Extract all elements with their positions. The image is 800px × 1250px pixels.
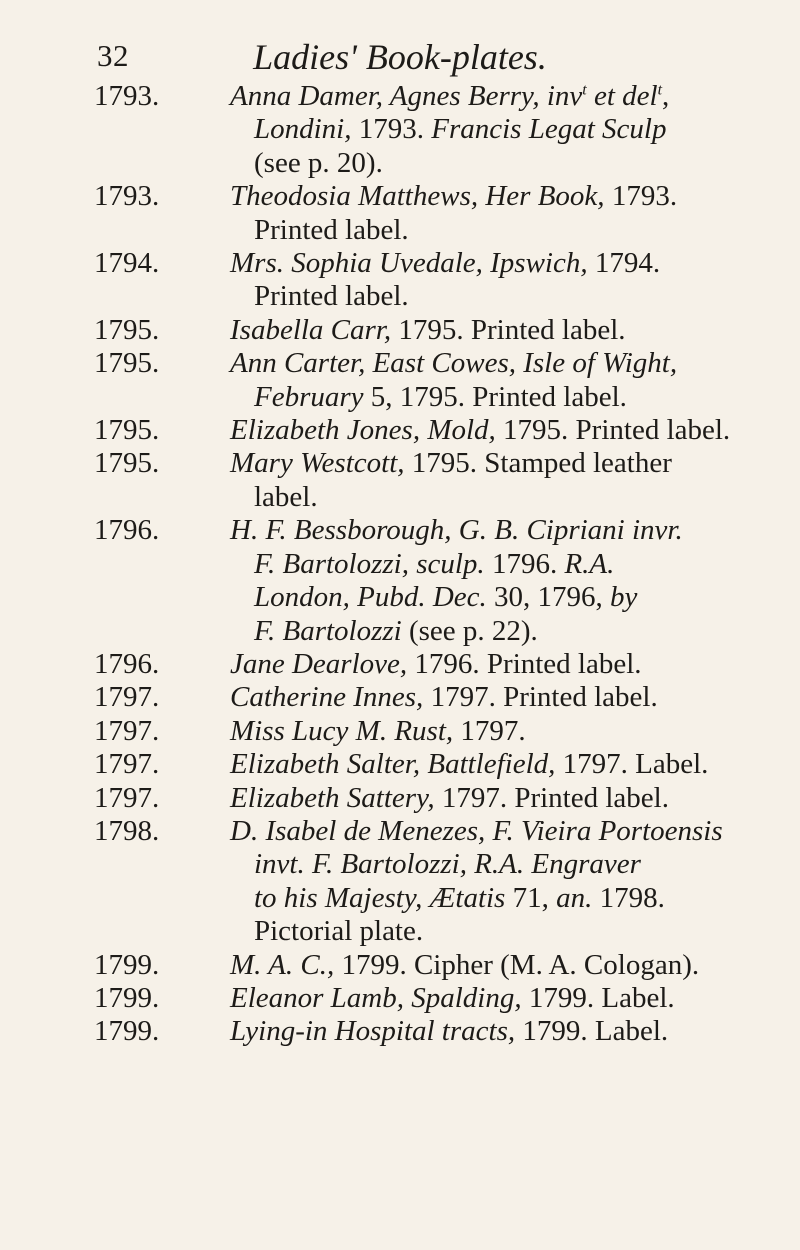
entry-line bbox=[230, 514, 770, 547]
entry-text bbox=[230, 414, 770, 447]
roman-text: 71, bbox=[505, 881, 557, 914]
roman-text: 1797. Label. bbox=[555, 748, 709, 781]
bookplate-entry bbox=[0, 347, 800, 414]
running-title: Ladies' Book-plates. bbox=[253, 37, 547, 77]
bookplate-entry bbox=[0, 80, 800, 180]
roman-text: 1793. bbox=[604, 180, 678, 213]
entry-line bbox=[230, 748, 770, 781]
entry-year: 1799. bbox=[94, 948, 160, 981]
entry-line bbox=[230, 347, 770, 380]
entry-year: 1797. bbox=[94, 681, 160, 714]
entry-line bbox=[230, 147, 770, 180]
bookplate-entry bbox=[0, 247, 800, 314]
roman-text: 1798. bbox=[592, 881, 665, 914]
entry-year: 1799. bbox=[94, 981, 160, 1014]
entry-text bbox=[230, 347, 770, 414]
italic-text: Elizabeth Jones, Mold, bbox=[230, 414, 496, 447]
entry-year: 1796. bbox=[94, 514, 160, 547]
entry-text bbox=[230, 815, 770, 949]
entry-line bbox=[230, 414, 770, 447]
bookplate-entry bbox=[0, 314, 800, 347]
italic-text: Ann Carter, East Cowes, Isle of Wight, bbox=[230, 347, 678, 380]
italic-text: by bbox=[610, 581, 638, 614]
roman-text: Pictorial plate. bbox=[254, 915, 424, 948]
entry-text bbox=[230, 681, 770, 714]
entry-text bbox=[230, 447, 770, 514]
bookplate-entry bbox=[0, 180, 800, 247]
entry-year: 1795. bbox=[94, 447, 160, 480]
italic-text: et del bbox=[586, 80, 658, 112]
roman-text: 1797. Printed label. bbox=[423, 681, 658, 714]
italic-text: Miss Lucy M. Rust, bbox=[230, 714, 454, 747]
entry-line bbox=[230, 648, 770, 681]
entry-line bbox=[230, 681, 770, 714]
entry-text bbox=[230, 1015, 770, 1048]
roman-text: label. bbox=[254, 480, 318, 513]
roman-text: 1795. Stamped leather bbox=[404, 447, 672, 480]
italic-text: M. A. C., bbox=[230, 948, 335, 981]
italic-text: an. bbox=[556, 881, 593, 914]
entry-line bbox=[230, 815, 770, 848]
page-header bbox=[0, 36, 800, 86]
entry-line bbox=[230, 80, 770, 113]
italic-text: R.A. bbox=[564, 547, 615, 580]
italic-text: Mrs. Sophia Uvedale, Ipswich, bbox=[230, 247, 588, 280]
entry-text bbox=[230, 782, 770, 815]
roman-text: 1799. Label. bbox=[521, 981, 675, 1014]
italic-text: Mary Westcott, bbox=[230, 447, 405, 480]
entry-line bbox=[230, 381, 770, 414]
entry-year: 1796. bbox=[94, 647, 160, 680]
entry-line bbox=[230, 113, 770, 146]
roman-text: 1795. Printed label. bbox=[495, 414, 731, 447]
roman-text: 5, 1795. Printed label. bbox=[363, 380, 627, 413]
roman-text: 1796. Printed label. bbox=[407, 647, 642, 680]
entry-line bbox=[230, 581, 770, 614]
entry-line bbox=[230, 447, 770, 480]
italic-text: H. F. Bessborough, G. B. Cipriani invr. bbox=[230, 514, 683, 547]
roman-text: 30, 1796, bbox=[486, 581, 611, 614]
entry-year: 1797. bbox=[94, 781, 160, 814]
entry-line bbox=[230, 314, 770, 347]
page-number: 32 bbox=[97, 38, 129, 73]
roman-text: 1797. bbox=[453, 714, 526, 747]
italic-text: Theodosia Matthews, Her Book, bbox=[230, 180, 605, 213]
entry-line bbox=[230, 915, 770, 948]
italic-text: Eleanor Lamb, Spalding, bbox=[230, 981, 522, 1014]
entry-line bbox=[230, 882, 770, 915]
entry-line bbox=[230, 548, 770, 581]
roman-text: (see p. 22). bbox=[401, 614, 538, 647]
italic-text: F. Bartolozzi bbox=[254, 614, 402, 647]
entry-text bbox=[230, 514, 770, 648]
bookplate-entry bbox=[0, 1015, 800, 1048]
italic-text: February bbox=[254, 380, 364, 413]
roman-text: , bbox=[662, 80, 670, 112]
entry-year: 1797. bbox=[94, 748, 160, 781]
roman-text: (see p. 20). bbox=[254, 146, 383, 179]
entry-line bbox=[230, 982, 770, 1015]
italic-text: D. Isabel de Menezes, F. Vieira Portoensis bbox=[230, 814, 723, 847]
entry-line bbox=[230, 247, 770, 280]
bookplate-entry bbox=[0, 815, 800, 949]
roman-text: 1794. bbox=[587, 247, 661, 280]
bookplate-entry bbox=[0, 447, 800, 514]
italic-text: invt. F. Bartolozzi, R.A. Engraver bbox=[254, 848, 641, 881]
roman-text: 1796. bbox=[484, 547, 565, 580]
roman-text: Printed label. bbox=[254, 280, 409, 313]
entry-year: 1798. bbox=[94, 814, 160, 847]
entry-line bbox=[230, 180, 770, 213]
entry-text bbox=[230, 715, 770, 748]
entry-text bbox=[230, 314, 770, 347]
entry-text bbox=[230, 982, 770, 1015]
entry-line bbox=[230, 1015, 770, 1048]
roman-text: 1793. bbox=[351, 113, 432, 146]
entry-text bbox=[230, 247, 770, 314]
entry-line bbox=[230, 615, 770, 648]
bookplate-entry bbox=[0, 514, 800, 648]
bookplate-entry bbox=[0, 648, 800, 681]
entry-line bbox=[230, 848, 770, 881]
italic-text: Francis Legat Sculp bbox=[431, 113, 667, 146]
italic-text: Catherine Innes, bbox=[230, 681, 424, 714]
entry-text bbox=[230, 80, 770, 180]
entry-text bbox=[230, 180, 770, 247]
bookplate-entry bbox=[0, 949, 800, 982]
italic-text: Jane Dearlove, bbox=[230, 647, 408, 680]
italic-text: Elizabeth Salter, Battlefield, bbox=[230, 748, 556, 781]
entry-year: 1793. bbox=[94, 180, 160, 213]
roman-text: 1797. Printed label. bbox=[434, 781, 669, 814]
entry-year: 1793. bbox=[94, 80, 160, 112]
bookplate-entry-list bbox=[0, 80, 800, 1049]
entry-year: 1795. bbox=[94, 313, 160, 346]
entry-text bbox=[230, 748, 770, 781]
italic-text: London, Pubd. Dec. bbox=[254, 581, 487, 614]
entry-line bbox=[230, 481, 770, 514]
roman-text: 1799. Label. bbox=[515, 1015, 669, 1048]
entry-year: 1795. bbox=[94, 414, 160, 447]
italic-text: Lying-in Hospital tracts, bbox=[230, 1015, 516, 1048]
bookplate-entry bbox=[0, 414, 800, 447]
roman-text: 1799. Cipher (M. A. Cologan). bbox=[334, 948, 700, 981]
entry-line bbox=[230, 280, 770, 313]
roman-text: 1795. Printed label. bbox=[391, 313, 626, 346]
italic-text: Elizabeth Sattery, bbox=[230, 781, 435, 814]
bookplate-entry bbox=[0, 782, 800, 815]
italic-text: Anna Damer, Agnes Berry, inv bbox=[230, 80, 583, 112]
italic-text: Isabella Carr, bbox=[230, 313, 392, 346]
bookplate-entry bbox=[0, 715, 800, 748]
roman-text: Printed label. bbox=[254, 213, 409, 246]
entry-line bbox=[230, 715, 770, 748]
entry-year: 1799. bbox=[94, 1015, 160, 1048]
italic-text: Londini, bbox=[254, 113, 352, 146]
entry-line bbox=[230, 214, 770, 247]
entry-text bbox=[230, 648, 770, 681]
entry-year: 1795. bbox=[94, 347, 160, 380]
entry-text bbox=[230, 949, 770, 982]
superscript-text: t bbox=[582, 81, 587, 99]
italic-text: to his Majesty, Ætatis bbox=[254, 881, 506, 914]
superscript-text: t bbox=[657, 81, 663, 99]
bookplate-entry bbox=[0, 748, 800, 781]
bookplate-entry bbox=[0, 982, 800, 1015]
entry-line bbox=[230, 782, 770, 815]
bookplate-entry bbox=[0, 681, 800, 714]
entry-year: 1794. bbox=[94, 247, 160, 280]
entry-year: 1797. bbox=[94, 714, 160, 747]
entry-line bbox=[230, 949, 770, 982]
italic-text: F. Bartolozzi, sculp. bbox=[254, 547, 485, 580]
